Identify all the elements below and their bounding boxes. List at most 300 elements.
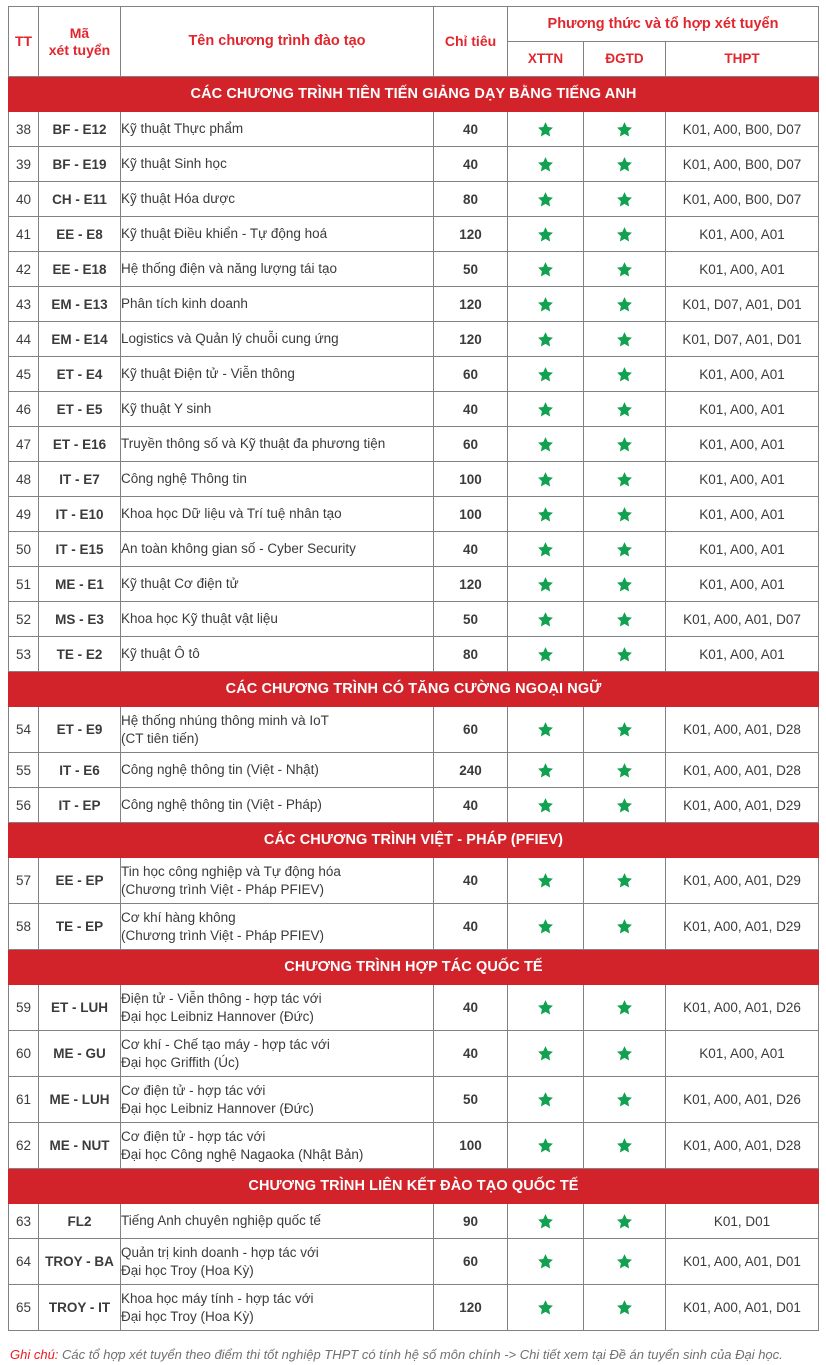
cell-dgtd-star	[584, 985, 666, 1031]
cell-thpt-combinations: K01, A00, B00, D07	[666, 147, 819, 182]
cell-thpt-combinations: K01, A00, A01	[666, 567, 819, 602]
cell-program-name	[121, 1123, 434, 1169]
cell-tt: 50	[9, 532, 39, 567]
program-name-line1: Điện tử - Viễn thông - hợp tác với	[121, 990, 322, 1006]
cell-dgtd-star	[584, 567, 666, 602]
cell-tt: 58	[9, 904, 39, 950]
green-star-icon	[537, 611, 554, 628]
table-row	[9, 567, 819, 602]
cell-admission-code: TE - EP	[39, 904, 121, 950]
cell-quota: 40	[434, 147, 508, 182]
cell-program-name	[121, 287, 434, 322]
cell-program-name	[121, 1204, 434, 1239]
cell-thpt-combinations: K01, A00, A01	[666, 532, 819, 567]
cell-admission-code: TROY - BA	[39, 1239, 121, 1285]
cell-quota: 50	[434, 252, 508, 287]
cell-admission-code: BF - E19	[39, 147, 121, 182]
program-name-line2: (Chương trình Việt - Pháp PFIEV)	[121, 881, 324, 897]
green-star-icon	[616, 436, 633, 453]
green-star-icon	[537, 261, 554, 278]
cell-tt: 41	[9, 217, 39, 252]
table-row	[9, 1204, 819, 1239]
table-row	[9, 904, 819, 950]
green-star-icon	[616, 366, 633, 383]
program-name-line1: Công nghệ thông tin (Việt - Nhật)	[121, 762, 319, 778]
program-name-line1: Kỹ thuật Điều khiển - Tự động hoá	[121, 226, 328, 242]
table-row	[9, 602, 819, 637]
table-row	[9, 182, 819, 217]
cell-xttn-star	[508, 322, 584, 357]
cell-program-name	[121, 567, 434, 602]
cell-quota: 60	[434, 1239, 508, 1285]
cell-program-name	[121, 753, 434, 788]
cell-xttn-star	[508, 1285, 584, 1331]
column-header-quota: Chỉ tiêu	[434, 7, 508, 77]
table-row	[9, 1285, 819, 1331]
cell-program-name	[121, 602, 434, 637]
cell-thpt-combinations: K01, A00, A01, D26	[666, 1077, 819, 1123]
program-name-line1: Cơ điện tử - hợp tác với	[121, 1082, 266, 1098]
cell-admission-code: IT - E15	[39, 532, 121, 567]
program-name-line1: Hệ thống điện và năng lượng tái tạo	[121, 261, 338, 277]
cell-tt: 63	[9, 1204, 39, 1239]
cell-thpt-combinations: K01, A00, A01, D07	[666, 602, 819, 637]
cell-quota: 40	[434, 904, 508, 950]
cell-quota: 60	[434, 707, 508, 753]
cell-program-name	[121, 112, 434, 147]
cell-tt: 46	[9, 392, 39, 427]
column-header-code	[39, 7, 121, 77]
cell-program-name	[121, 788, 434, 823]
cell-admission-code: ME - E1	[39, 567, 121, 602]
green-star-icon	[537, 721, 554, 738]
green-star-icon	[537, 156, 554, 173]
program-name-line1: Khoa học máy tính - hợp tác với	[121, 1290, 314, 1306]
column-header-code-line2: xét tuyển	[48, 41, 111, 58]
program-name-line1: Khoa học Dữ liệu và Trí tuệ nhân tạo	[121, 506, 342, 522]
footnote	[10, 1345, 800, 1365]
cell-thpt-combinations: K01, A00, A01, D29	[666, 904, 819, 950]
cell-dgtd-star	[584, 112, 666, 147]
green-star-icon	[537, 646, 554, 663]
cell-program-name	[121, 462, 434, 497]
green-star-icon	[537, 506, 554, 523]
cell-thpt-combinations: K01, A00, A01	[666, 392, 819, 427]
cell-quota: 40	[434, 112, 508, 147]
cell-dgtd-star	[584, 1285, 666, 1331]
green-star-icon	[537, 797, 554, 814]
cell-tt: 45	[9, 357, 39, 392]
table-row	[9, 707, 819, 753]
cell-quota: 50	[434, 602, 508, 637]
program-name-line1: Công nghệ Thông tin	[121, 471, 247, 487]
cell-thpt-combinations: K01, A00, A01	[666, 637, 819, 672]
column-header-thpt: THPT	[666, 42, 819, 77]
cell-tt: 54	[9, 707, 39, 753]
cell-program-name	[121, 182, 434, 217]
cell-xttn-star	[508, 462, 584, 497]
green-star-icon	[616, 156, 633, 173]
green-star-icon	[537, 1299, 554, 1316]
program-name-line1: Công nghệ thông tin (Việt - Pháp)	[121, 797, 322, 813]
green-star-icon	[537, 366, 554, 383]
program-name-line1: Cơ điện tử - hợp tác với	[121, 1128, 266, 1144]
cell-program-name	[121, 497, 434, 532]
cell-quota: 240	[434, 753, 508, 788]
section-band-row	[9, 77, 819, 112]
cell-program-name	[121, 637, 434, 672]
green-star-icon	[537, 918, 554, 935]
admissions-programs-table	[8, 6, 819, 1331]
program-name-line2: Đại học Leibniz Hannover (Đức)	[121, 1008, 314, 1024]
program-name-line2: Đại học Công nghệ Nagaoka (Nhật Bản)	[121, 1146, 364, 1162]
cell-xttn-star	[508, 1031, 584, 1077]
column-header-program-name: Tên chương trình đào tạo	[121, 7, 434, 77]
cell-thpt-combinations: K01, A00, A01, D01	[666, 1285, 819, 1331]
green-star-icon	[537, 762, 554, 779]
cell-dgtd-star	[584, 462, 666, 497]
green-star-icon	[537, 471, 554, 488]
cell-program-name	[121, 252, 434, 287]
cell-tt: 64	[9, 1239, 39, 1285]
table-row	[9, 1031, 819, 1077]
cell-dgtd-star	[584, 1204, 666, 1239]
cell-quota: 120	[434, 287, 508, 322]
green-star-icon	[616, 506, 633, 523]
cell-quota: 40	[434, 532, 508, 567]
cell-quota: 120	[434, 217, 508, 252]
cell-dgtd-star	[584, 532, 666, 567]
section-band-title: CÁC CHƯƠNG TRÌNH CÓ TĂNG CƯỜNG NGOẠI NGỮ	[9, 672, 819, 707]
table-row	[9, 637, 819, 672]
cell-dgtd-star	[584, 427, 666, 462]
table-row	[9, 985, 819, 1031]
cell-xttn-star	[508, 182, 584, 217]
cell-thpt-combinations: K01, A00, A01, D28	[666, 1123, 819, 1169]
green-star-icon	[616, 471, 633, 488]
program-name-line2: (CT tiên tiến)	[121, 730, 199, 746]
cell-tt: 62	[9, 1123, 39, 1169]
cell-quota: 80	[434, 182, 508, 217]
cell-xttn-star	[508, 904, 584, 950]
cell-xttn-star	[508, 602, 584, 637]
cell-tt: 40	[9, 182, 39, 217]
cell-xttn-star	[508, 497, 584, 532]
cell-quota: 120	[434, 567, 508, 602]
cell-program-name	[121, 217, 434, 252]
program-name-line1: Kỹ thuật Thực phẩm	[121, 121, 244, 137]
green-star-icon	[616, 576, 633, 593]
green-star-icon	[537, 541, 554, 558]
cell-xttn-star	[508, 532, 584, 567]
cell-thpt-combinations: K01, A00, A01	[666, 357, 819, 392]
green-star-icon	[616, 1299, 633, 1316]
green-star-icon	[616, 191, 633, 208]
cell-dgtd-star	[584, 602, 666, 637]
footnote-text: Các tổ hợp xét tuyển theo điểm thi tốt nghiệp THPT có tính hệ số môn chính -> Chi tiết xem tại Đề án tuyển sinh của Đại học.	[62, 1347, 783, 1362]
cell-tt: 53	[9, 637, 39, 672]
green-star-icon	[616, 1045, 633, 1062]
green-star-icon	[537, 1045, 554, 1062]
cell-tt: 55	[9, 753, 39, 788]
cell-admission-code: EE - E18	[39, 252, 121, 287]
cell-tt: 39	[9, 147, 39, 182]
cell-admission-code: TE - E2	[39, 637, 121, 672]
cell-xttn-star	[508, 112, 584, 147]
cell-admission-code: IT - E6	[39, 753, 121, 788]
green-star-icon	[616, 1091, 633, 1108]
cell-xttn-star	[508, 147, 584, 182]
green-star-icon	[537, 191, 554, 208]
cell-thpt-combinations: K01, D01	[666, 1204, 819, 1239]
program-name-line1: Kỹ thuật Cơ điện tử	[121, 576, 239, 592]
cell-admission-code: EM - E13	[39, 287, 121, 322]
cell-dgtd-star	[584, 182, 666, 217]
program-name-line1: Kỹ thuật Điện tử - Viễn thông	[121, 366, 295, 382]
green-star-icon	[616, 918, 633, 935]
cell-admission-code: IT - EP	[39, 788, 121, 823]
green-star-icon	[537, 121, 554, 138]
cell-thpt-combinations: K01, A00, A01, D28	[666, 753, 819, 788]
cell-thpt-combinations: K01, A00, B00, D07	[666, 112, 819, 147]
column-header-method-group: Phương thức và tổ hợp xét tuyển	[508, 7, 819, 42]
cell-tt: 52	[9, 602, 39, 637]
program-name-line2: Đại học Troy (Hoa Kỳ)	[121, 1262, 254, 1278]
green-star-icon	[537, 1253, 554, 1270]
cell-dgtd-star	[584, 753, 666, 788]
table-row	[9, 532, 819, 567]
green-star-icon	[537, 999, 554, 1016]
cell-admission-code: EE - EP	[39, 858, 121, 904]
cell-xttn-star	[508, 287, 584, 322]
cell-program-name	[121, 357, 434, 392]
table-row	[9, 1123, 819, 1169]
cell-admission-code: FL2	[39, 1204, 121, 1239]
cell-xttn-star	[508, 707, 584, 753]
cell-admission-code: ME - NUT	[39, 1123, 121, 1169]
program-name-line2: (Chương trình Việt - Pháp PFIEV)	[121, 927, 324, 943]
cell-dgtd-star	[584, 497, 666, 532]
green-star-icon	[616, 797, 633, 814]
section-band-row	[9, 1169, 819, 1204]
green-star-icon	[616, 331, 633, 348]
cell-dgtd-star	[584, 904, 666, 950]
section-band-row	[9, 672, 819, 707]
cell-dgtd-star	[584, 147, 666, 182]
cell-xttn-star	[508, 637, 584, 672]
program-name-line1: Truyền thông số và Kỹ thuật đa phương tiện	[121, 436, 386, 452]
cell-admission-code: IT - E10	[39, 497, 121, 532]
green-star-icon	[616, 611, 633, 628]
cell-dgtd-star	[584, 1123, 666, 1169]
cell-thpt-combinations: K01, D07, A01, D01	[666, 287, 819, 322]
cell-dgtd-star	[584, 357, 666, 392]
cell-tt: 59	[9, 985, 39, 1031]
program-name-line1: Phân tích kinh doanh	[121, 296, 248, 312]
cell-quota: 40	[434, 392, 508, 427]
cell-admission-code: BF - E12	[39, 112, 121, 147]
cell-tt: 44	[9, 322, 39, 357]
cell-tt: 65	[9, 1285, 39, 1331]
cell-dgtd-star	[584, 637, 666, 672]
table-row	[9, 112, 819, 147]
cell-xttn-star	[508, 1123, 584, 1169]
cell-quota: 40	[434, 985, 508, 1031]
cell-thpt-combinations: K01, A00, A01, D29	[666, 788, 819, 823]
cell-dgtd-star	[584, 1031, 666, 1077]
table-row	[9, 1239, 819, 1285]
table-header	[9, 7, 819, 77]
cell-dgtd-star	[584, 858, 666, 904]
green-star-icon	[537, 436, 554, 453]
cell-dgtd-star	[584, 392, 666, 427]
green-star-icon	[616, 296, 633, 313]
cell-admission-code: ET - E16	[39, 427, 121, 462]
cell-xttn-star	[508, 567, 584, 602]
cell-thpt-combinations: K01, A00, A01	[666, 217, 819, 252]
cell-quota: 40	[434, 1031, 508, 1077]
cell-xttn-star	[508, 1077, 584, 1123]
green-star-icon	[616, 401, 633, 418]
cell-dgtd-star	[584, 707, 666, 753]
cell-program-name	[121, 904, 434, 950]
cell-dgtd-star	[584, 217, 666, 252]
green-star-icon	[537, 1137, 554, 1154]
cell-program-name	[121, 707, 434, 753]
table-body	[9, 77, 819, 1331]
green-star-icon	[537, 1091, 554, 1108]
green-star-icon	[616, 721, 633, 738]
table-row	[9, 287, 819, 322]
cell-xttn-star	[508, 858, 584, 904]
program-name-line1: Kỹ thuật Hóa dược	[121, 191, 235, 207]
section-band-title: CÁC CHƯƠNG TRÌNH TIÊN TIẾN GIẢNG DẠY BẰNG TIẾNG ANH	[9, 77, 819, 112]
cell-xttn-star	[508, 252, 584, 287]
cell-admission-code: EM - E14	[39, 322, 121, 357]
cell-quota: 100	[434, 1123, 508, 1169]
table-row	[9, 147, 819, 182]
program-name-line1: Tin học công nghiệp và Tự động hóa	[121, 863, 341, 879]
cell-xttn-star	[508, 788, 584, 823]
cell-quota: 80	[434, 637, 508, 672]
program-name-line2: Đại học Troy (Hoa Kỳ)	[121, 1308, 254, 1324]
cell-tt: 42	[9, 252, 39, 287]
green-star-icon	[537, 1213, 554, 1230]
cell-xttn-star	[508, 217, 584, 252]
cell-program-name	[121, 147, 434, 182]
cell-admission-code: CH - E11	[39, 182, 121, 217]
cell-dgtd-star	[584, 322, 666, 357]
green-star-icon	[616, 1213, 633, 1230]
section-band-row	[9, 823, 819, 858]
cell-program-name	[121, 1239, 434, 1285]
column-header-dgtd: ĐGTD	[584, 42, 666, 77]
green-star-icon	[616, 999, 633, 1016]
cell-xttn-star	[508, 1239, 584, 1285]
cell-program-name	[121, 1031, 434, 1077]
cell-quota: 50	[434, 1077, 508, 1123]
cell-program-name	[121, 985, 434, 1031]
green-star-icon	[537, 401, 554, 418]
footnote-label: Ghi chú:	[10, 1347, 59, 1362]
green-star-icon	[537, 296, 554, 313]
green-star-icon	[616, 226, 633, 243]
cell-tt: 43	[9, 287, 39, 322]
cell-thpt-combinations: K01, D07, A01, D01	[666, 322, 819, 357]
green-star-icon	[616, 261, 633, 278]
section-band-title: CHƯƠNG TRÌNH LIÊN KẾT ĐÀO TẠO QUỐC TẾ	[9, 1169, 819, 1204]
green-star-icon	[537, 226, 554, 243]
cell-tt: 48	[9, 462, 39, 497]
cell-quota: 100	[434, 497, 508, 532]
cell-program-name	[121, 427, 434, 462]
table-row	[9, 252, 819, 287]
cell-dgtd-star	[584, 287, 666, 322]
green-star-icon	[616, 541, 633, 558]
table-row	[9, 858, 819, 904]
cell-admission-code: ET - E9	[39, 707, 121, 753]
cell-dgtd-star	[584, 1239, 666, 1285]
green-star-icon	[537, 576, 554, 593]
table-row	[9, 322, 819, 357]
cell-thpt-combinations: K01, A00, A01, D29	[666, 858, 819, 904]
cell-admission-code: TROY - IT	[39, 1285, 121, 1331]
green-star-icon	[616, 646, 633, 663]
cell-xttn-star	[508, 427, 584, 462]
cell-admission-code: ET - E4	[39, 357, 121, 392]
green-star-icon	[616, 1137, 633, 1154]
program-name-line1: Cơ khí hàng không	[121, 909, 236, 925]
green-star-icon	[616, 121, 633, 138]
cell-thpt-combinations: K01, A00, A01, D28	[666, 707, 819, 753]
cell-quota: 40	[434, 858, 508, 904]
program-name-line1: Hệ thống nhúng thông minh và IoT	[121, 712, 329, 728]
cell-quota: 40	[434, 788, 508, 823]
cell-tt: 51	[9, 567, 39, 602]
program-name-line1: Cơ khí - Chế tạo máy - hợp tác với	[121, 1036, 330, 1052]
cell-quota: 120	[434, 322, 508, 357]
cell-xttn-star	[508, 357, 584, 392]
green-star-icon	[616, 762, 633, 779]
cell-thpt-combinations: K01, A00, A01	[666, 427, 819, 462]
cell-program-name	[121, 532, 434, 567]
cell-admission-code: MS - E3	[39, 602, 121, 637]
cell-program-name	[121, 858, 434, 904]
cell-admission-code: ME - GU	[39, 1031, 121, 1077]
program-name-line2: Đại học Griffith (Úc)	[121, 1054, 240, 1070]
green-star-icon	[616, 872, 633, 889]
green-star-icon	[537, 331, 554, 348]
cell-quota: 120	[434, 1285, 508, 1331]
cell-thpt-combinations: K01, A00, A01	[666, 462, 819, 497]
cell-admission-code: EE - E8	[39, 217, 121, 252]
cell-program-name	[121, 392, 434, 427]
table-row	[9, 427, 819, 462]
table-row	[9, 497, 819, 532]
section-band-title: CÁC CHƯƠNG TRÌNH VIỆT - PHÁP (PFIEV)	[9, 823, 819, 858]
cell-program-name	[121, 322, 434, 357]
cell-xttn-star	[508, 753, 584, 788]
cell-thpt-combinations: K01, A00, A01	[666, 1031, 819, 1077]
table-row	[9, 392, 819, 427]
cell-thpt-combinations: K01, A00, A01, D01	[666, 1239, 819, 1285]
column-header-tt: TT	[9, 7, 39, 77]
cell-admission-code: IT - E7	[39, 462, 121, 497]
program-name-line1: Tiếng Anh chuyên nghiệp quốc tế	[121, 1213, 321, 1229]
cell-admission-code: ME - LUH	[39, 1077, 121, 1123]
cell-xttn-star	[508, 985, 584, 1031]
cell-thpt-combinations: K01, A00, A01	[666, 252, 819, 287]
